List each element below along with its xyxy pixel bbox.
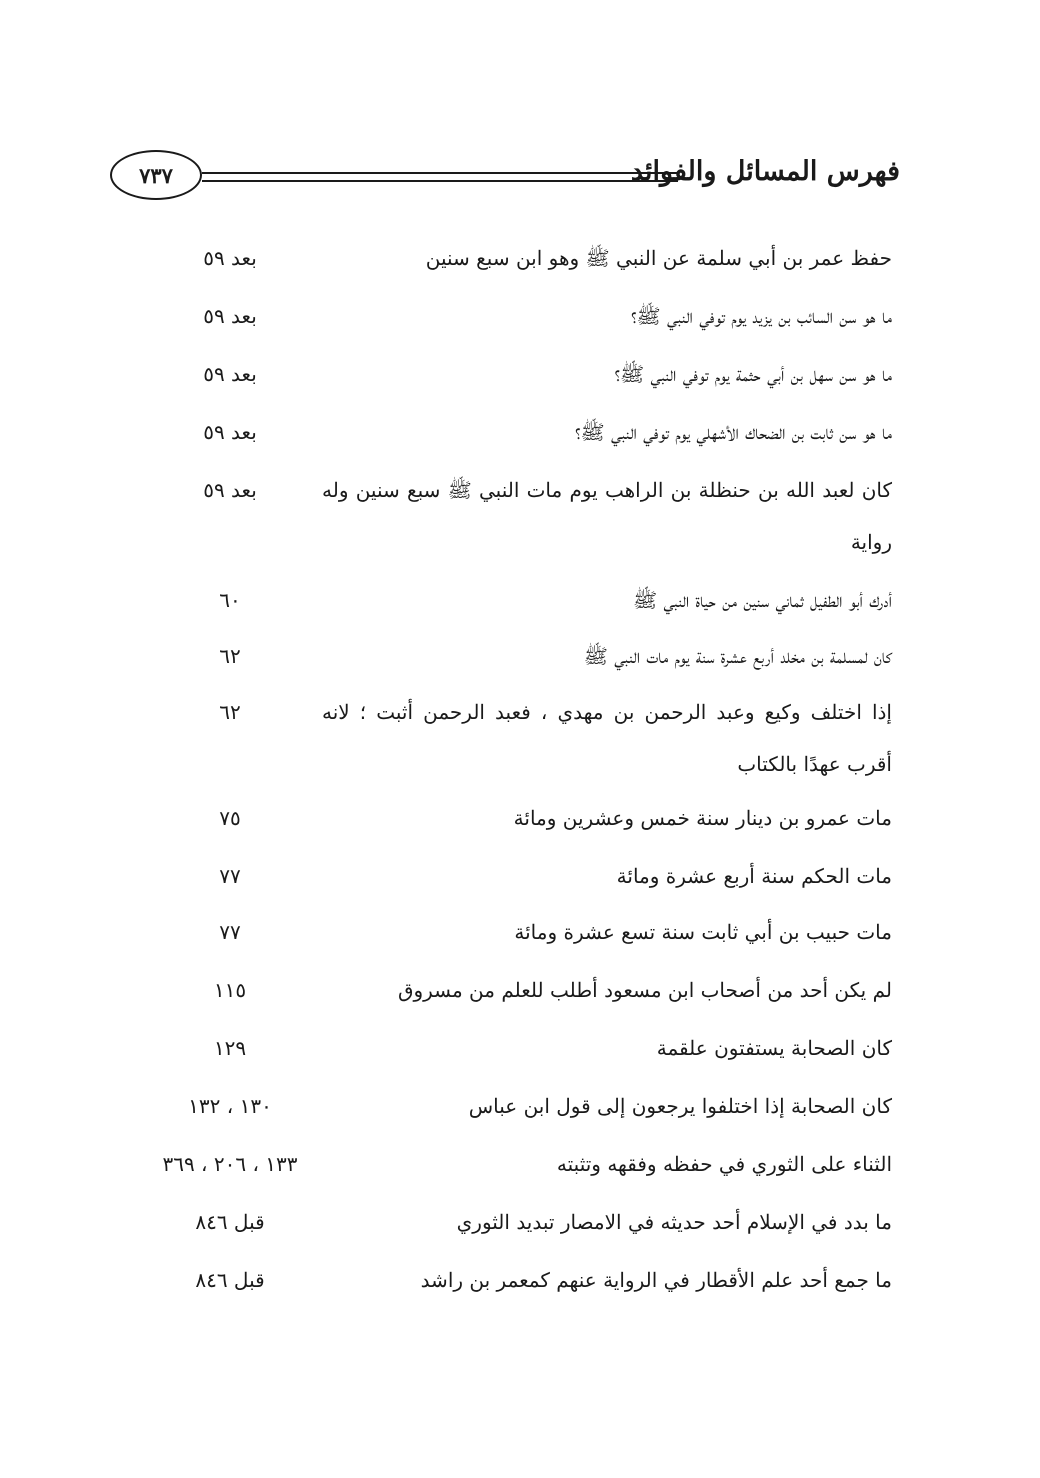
entry-page-ref: ١٣٣ ، ٢٠٦ ، ٣٦٩ <box>162 1152 298 1176</box>
entry-text: إذا اختلف وكيع وعبد الرحمن بن مهدي ، فعبد الرحمن أثبت ؛ لانه أقرب عهدًا بالكتاب <box>322 700 892 776</box>
entry-page-ref: قبل ٨٤٦ <box>195 1268 265 1292</box>
entry-page-ref: بعد ٥٩ <box>203 246 257 270</box>
entry-page-ref: بعد ٥٩ <box>203 304 257 328</box>
entry-text: ما جمع أحد علم الأقطار في الرواية عنهم كمعمر بن راشد <box>420 1268 892 1292</box>
entry-text: مات عمرو بن دينار سنة خمس وعشرين ومائة <box>513 806 892 830</box>
page-number: ٧٣٧ <box>139 162 173 188</box>
entry-page-ref: ١١٥ <box>213 978 247 1002</box>
entry-text: ما بدد في الإسلام أحد حديثه في الامصار تبديد الثوري <box>456 1210 892 1234</box>
entry-text: حفظ عمر بن أبي سلمة عن النبي ﷺ وهو ابن سبع سنين <box>425 246 892 270</box>
entry-page-ref: بعد ٥٩ <box>203 420 257 444</box>
entry-page-ref: ١٢٩ <box>213 1036 247 1060</box>
page-title: فهرس المسائل والفوائد <box>630 156 900 187</box>
entry-page-ref: ٧٧ <box>219 864 241 888</box>
entry-text: مات الحكم سنة أربع عشرة ومائة <box>616 864 892 888</box>
entry-text: كان لمسلمة بن مخلد أربع عشرة سنة يوم مات النبي ﷺ <box>583 644 892 668</box>
entry-text: ما هو سن سهل بن أبي حثمة يوم توفي النبي ﷺ؟ <box>614 362 892 386</box>
entry-text: أدرك أبو الطفيل ثماني سنين من حياة النبي ﷺ <box>632 588 892 612</box>
entry-page-ref: ٧٧ <box>219 920 241 944</box>
entry-text: ما هو سن ثابت بن الضحاك الأشهلي يوم توفي النبي ﷺ؟ <box>575 420 892 444</box>
entry-text: لم يكن أحد من أصحاب ابن مسعود أطلب للعلم من مسروق <box>397 978 892 1002</box>
entry-page-ref: بعد ٥٩ <box>203 362 257 386</box>
entry-text: ما هو سن السائب بن يزيد يوم توفي النبي ﷺ؟ <box>631 304 892 328</box>
entry-page-ref: قبل ٨٤٦ <box>195 1210 265 1234</box>
entry-text: مات حبيب بن أبي ثابت سنة تسع عشرة ومائة <box>514 920 892 944</box>
entry-page-ref: ٧٥ <box>219 806 241 830</box>
entry-text: كان الصحابة إذا اختلفوا يرجعون إلى قول ابن عباس <box>468 1094 892 1118</box>
entry-text: الثناء على الثوري في حفظه وفقهه وتثبته <box>556 1152 892 1176</box>
entry-page-ref: بعد ٥٩ <box>203 478 257 502</box>
entry-page-ref: ٦٢ <box>219 644 241 668</box>
entry-page-ref: ١٣٠ ، ١٣٢ <box>188 1094 272 1118</box>
entry-page-ref: ٦٠ <box>219 588 241 612</box>
entry-text: كان لعبد الله بن حنظلة بن الراهب يوم مات النبي ﷺ سبع سنين وله رواية <box>322 478 892 554</box>
entry-text: كان الصحابة يستفتون علقمة <box>656 1036 892 1060</box>
entry-page-ref: ٦٢ <box>219 700 241 724</box>
